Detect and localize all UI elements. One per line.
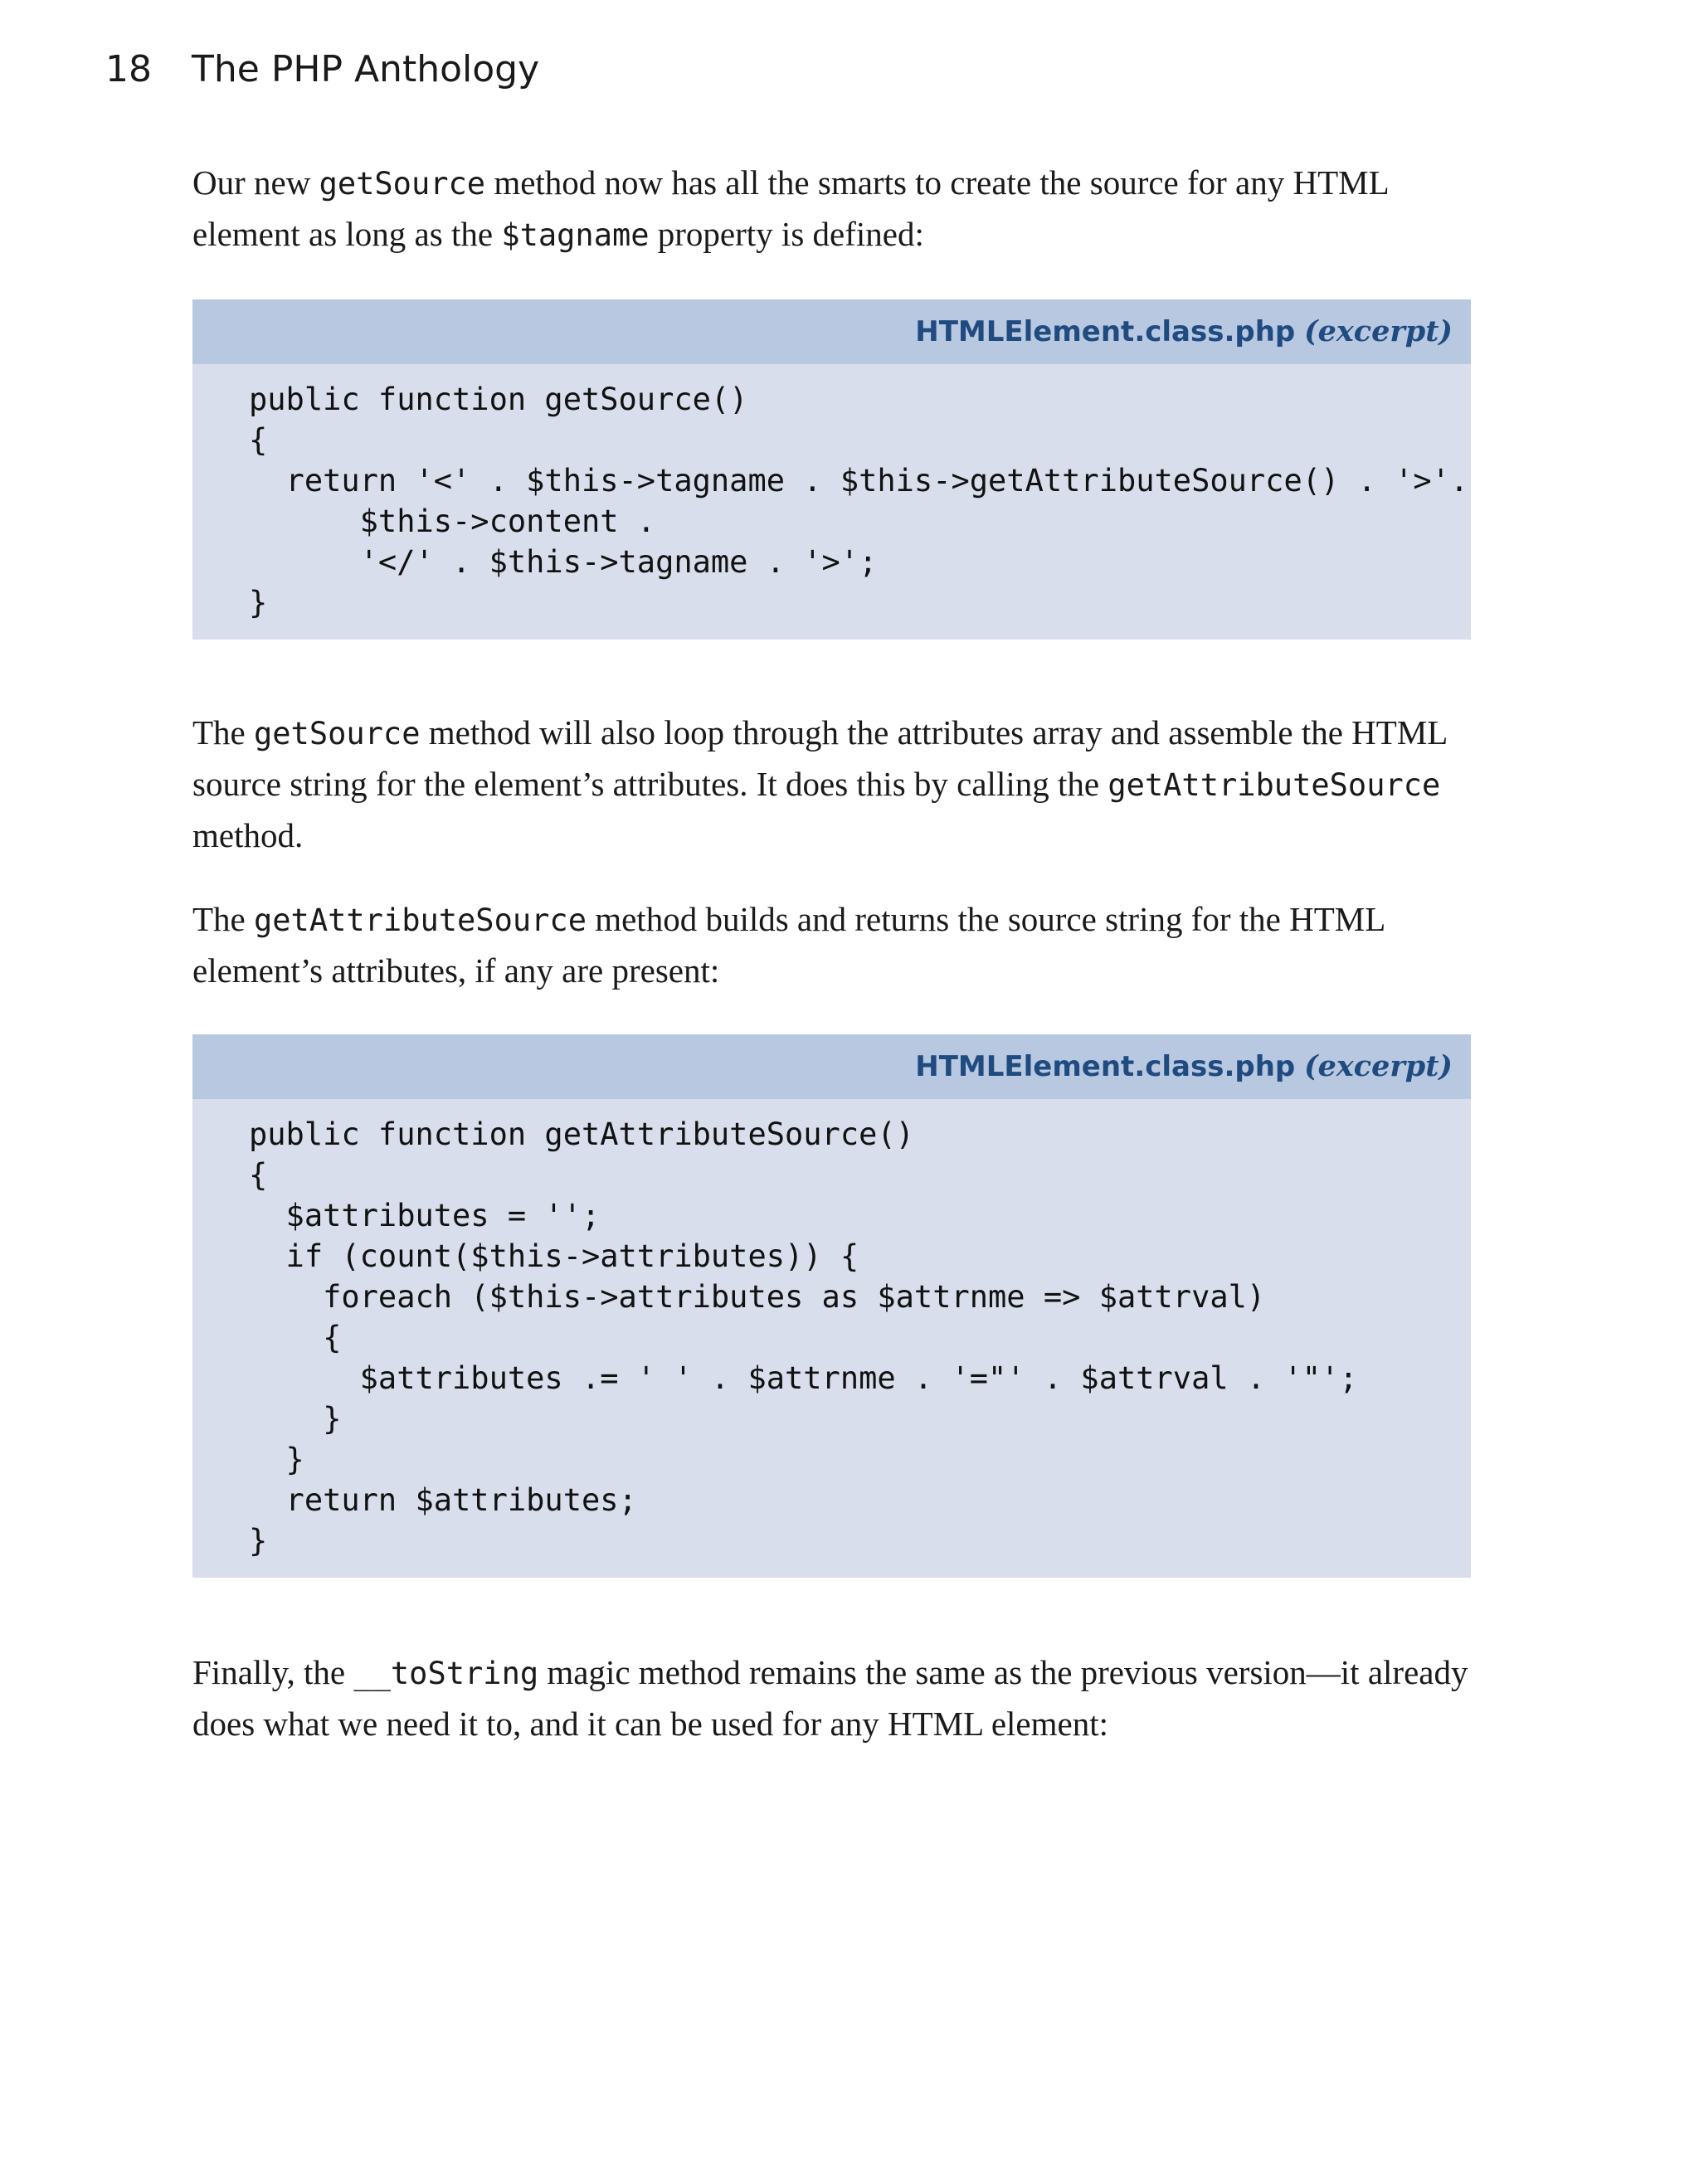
text-run: property is defined: — [649, 215, 924, 253]
text-run: method. — [192, 816, 304, 854]
text-run: magic method remains the same as the previous version—it already does what we need it to, and it can be used for any HTML element: — [192, 1653, 1468, 1743]
text-run: method now has all the smarts to create the source for any HTML element as long as the — [192, 163, 1389, 253]
code-listing — [192, 299, 1471, 640]
running-head — [105, 48, 539, 90]
listing-note: (excerpt) — [1304, 1049, 1453, 1083]
inline-code: getSource — [319, 166, 486, 202]
text-run: method will also loop through the attributes array and assemble the HTML source string for the element’s attributes. It does this by calling the — [192, 713, 1447, 803]
paragraph — [192, 894, 1478, 996]
inline-code: getSource — [254, 716, 421, 752]
text-run: The — [192, 900, 254, 938]
text-run: The — [192, 713, 254, 752]
listing-filename: HTMLElement.class.php — [915, 315, 1296, 348]
page-number: 18 — [105, 48, 152, 90]
paragraph — [192, 158, 1478, 260]
listing-header — [192, 299, 1471, 364]
inline-code: __toString — [353, 1656, 539, 1691]
listing-header — [192, 1034, 1471, 1099]
text-run: Finally, the — [192, 1653, 354, 1691]
listing-filename: HTMLElement.class.php — [915, 1050, 1296, 1083]
listing-note: (excerpt) — [1304, 314, 1453, 348]
code-block: public function getAttributeSource() { $attributes = ''; if (count($this->attributes)) { foreach ($this->attributes as $attrnme => $attrval) { $attributes .= ' ' . $attrnme . '="' . $attrval . '"'; } } return $attributes; } — [249, 1116, 1358, 1559]
code-listing — [192, 1034, 1471, 1578]
inline-code: getAttributeSource — [254, 902, 587, 938]
inline-code: getAttributeSource — [1108, 767, 1441, 803]
text-run: method builds and returns the source string for the HTML element’s attributes, if any are present: — [192, 900, 1385, 990]
paragraph — [192, 1647, 1478, 1749]
text-run: Our new — [192, 163, 319, 202]
paragraph — [192, 708, 1478, 861]
book-title: The PHP Anthology — [192, 48, 540, 90]
code-block: public function getSource() { return '<' . $this->tagname . $this->getAttributeSource() . '>'. $this->content . '</' . $this->tagname . '>'; } — [249, 382, 1469, 620]
inline-code: $tagname — [501, 217, 650, 253]
